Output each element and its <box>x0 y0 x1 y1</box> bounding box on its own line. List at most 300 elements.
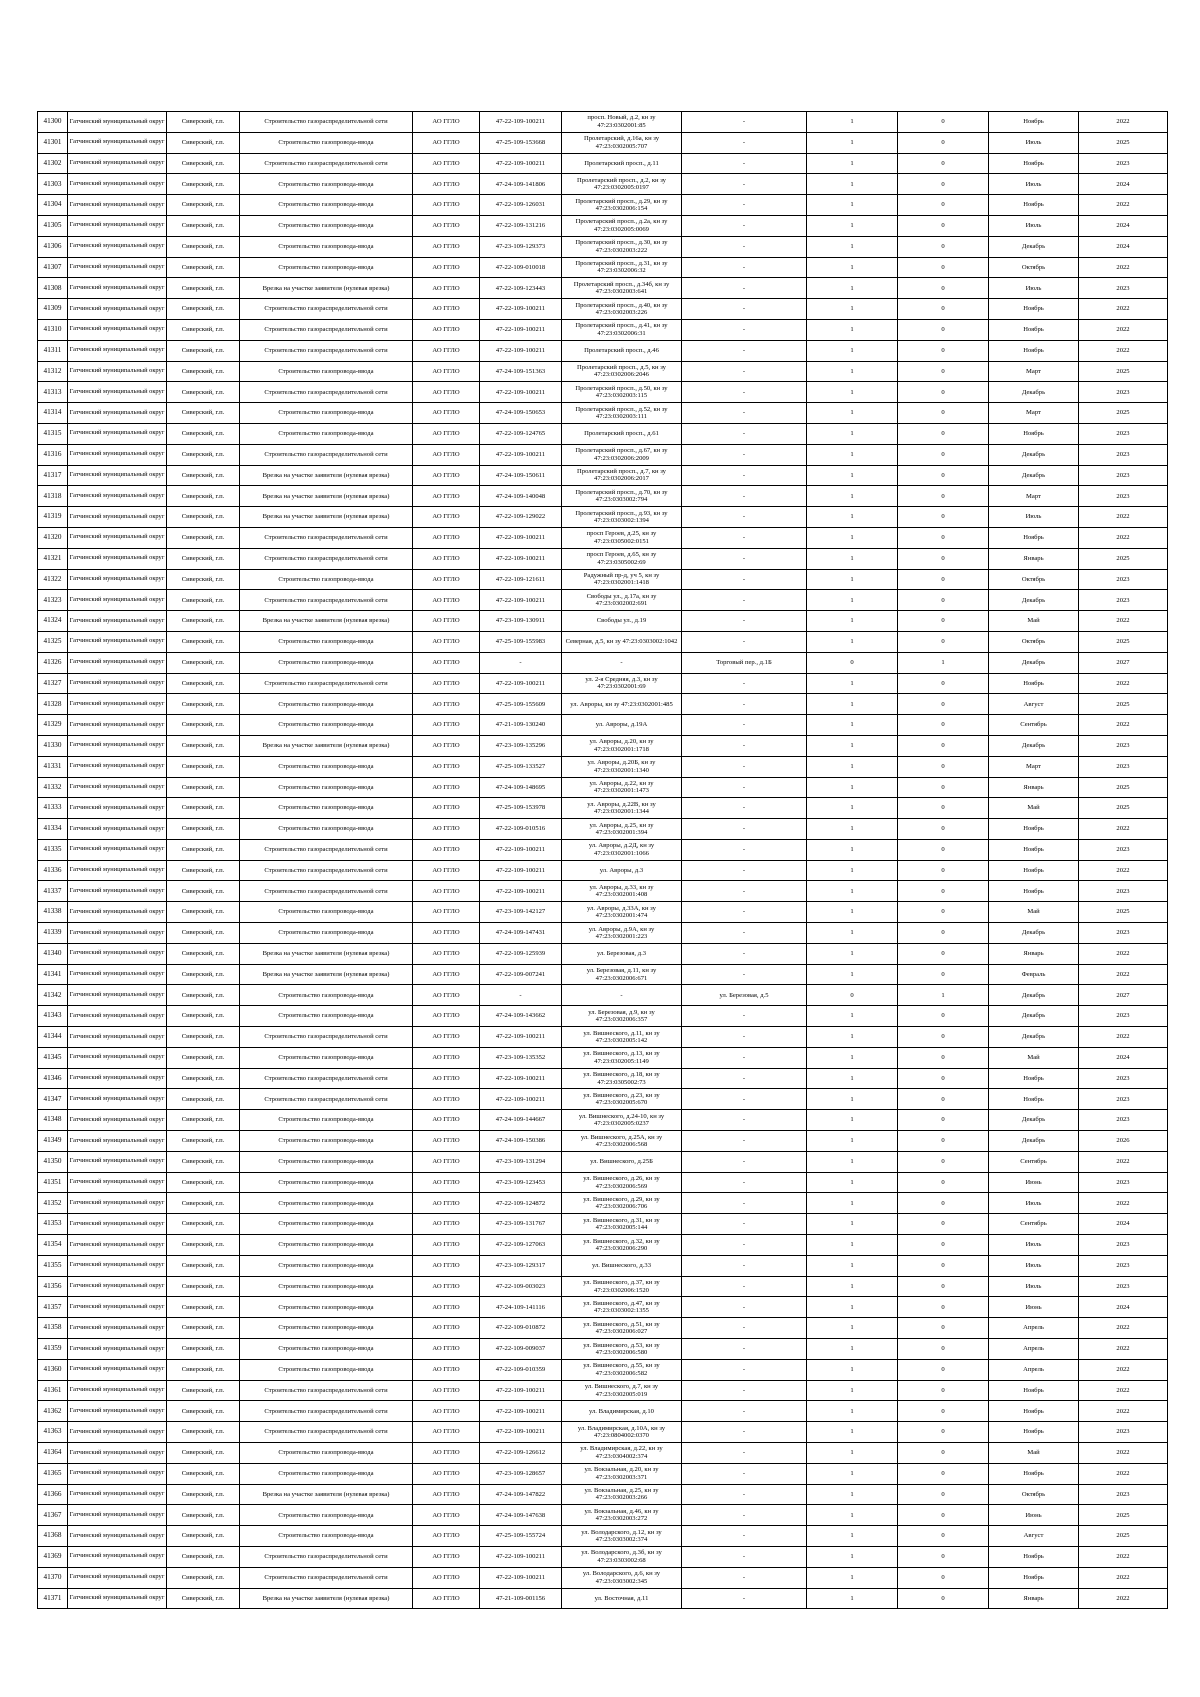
row-number: 41324 <box>38 611 68 632</box>
year-cell: 2022 <box>1079 819 1168 840</box>
year-cell: 2023 <box>1079 569 1168 590</box>
count-cell-a: 1 <box>807 819 898 840</box>
month-cell: Ноябрь <box>989 1422 1079 1443</box>
month-cell: Декабрь <box>989 1027 1079 1048</box>
work-type-cell: Строительство газораспределительной сети <box>240 527 413 548</box>
count-cell-a: 1 <box>807 1380 898 1401</box>
address-cell: Свободы ул., д.19 <box>562 611 682 632</box>
application-number-cell: 47-23-109-135296 <box>480 735 562 756</box>
month-cell: Ноябрь <box>989 1089 1079 1110</box>
row-number: 41333 <box>38 798 68 819</box>
count-cell-a: 1 <box>807 964 898 985</box>
address-cell: ул. Владимирская, д.10А, кн зу 47:23:0804002:0370 <box>562 1422 682 1443</box>
organization-cell: АО ГГЛО <box>413 278 480 299</box>
work-type-cell: Строительство газопровода-ввода <box>240 1214 413 1235</box>
work-type-cell: Строительство газораспределительной сети <box>240 1422 413 1443</box>
month-cell: Декабрь <box>989 1110 1079 1131</box>
table-row <box>38 1401 1168 1422</box>
address-cell: ул. Авроры, д.20Б, кн зу 47:23:0302001:1340 <box>562 756 682 777</box>
table-row <box>38 923 1168 944</box>
settlement-cell: Сиверский, г.п. <box>167 486 240 507</box>
month-cell: Июль <box>989 215 1079 236</box>
year-cell: 2023 <box>1079 382 1168 403</box>
count-cell-b: 0 <box>898 1297 989 1318</box>
row-number: 41313 <box>38 382 68 403</box>
district-cell: Гатчинский муниципальный округ <box>68 340 167 361</box>
month-cell: Декабрь <box>989 465 1079 486</box>
application-number-cell: 47-24-109-144667 <box>480 1110 562 1131</box>
settlement-cell: Сиверский, г.п. <box>167 153 240 174</box>
count-cell-b: 0 <box>898 548 989 569</box>
application-number-cell: 47-22-109-100211 <box>480 1380 562 1401</box>
additional-address-cell: - <box>682 174 807 195</box>
application-number-cell: 47-22-109-100211 <box>480 527 562 548</box>
organization-cell: АО ГГЛО <box>413 1588 480 1609</box>
additional-address-cell: - <box>682 1588 807 1609</box>
count-cell-b: 0 <box>898 382 989 403</box>
district-cell: Гатчинский муниципальный округ <box>68 548 167 569</box>
organization-cell: АО ГГЛО <box>413 1526 480 1547</box>
district-cell: Гатчинский муниципальный округ <box>68 735 167 756</box>
organization-cell: АО ГГЛО <box>413 548 480 569</box>
table-row <box>38 278 1168 299</box>
district-cell: Гатчинский муниципальный округ <box>68 1588 167 1609</box>
row-number: 41331 <box>38 756 68 777</box>
count-cell-a: 1 <box>807 694 898 715</box>
count-cell-b: 0 <box>898 923 989 944</box>
table-row <box>38 1172 1168 1193</box>
settlement-cell: Сиверский, г.п. <box>167 652 240 673</box>
count-cell-b: 0 <box>898 1214 989 1235</box>
district-cell: Гатчинский муниципальный округ <box>68 964 167 985</box>
address-cell: - <box>562 985 682 1006</box>
organization-cell: АО ГГЛО <box>413 132 480 153</box>
count-cell-b: 0 <box>898 777 989 798</box>
settlement-cell: Сиверский, г.п. <box>167 1276 240 1297</box>
application-number-cell: 47-22-109-100211 <box>480 860 562 881</box>
application-number-cell: - <box>480 652 562 673</box>
district-cell: Гатчинский муниципальный округ <box>68 923 167 944</box>
table-row <box>38 902 1168 923</box>
address-cell: Северная, д.5, кн зу 47:23:0303002:1042 <box>562 631 682 652</box>
table-row <box>38 631 1168 652</box>
table-row <box>38 735 1168 756</box>
address-cell: ул. Вишнеского, д.29, кн зу 47:23:0302006:706 <box>562 1193 682 1214</box>
address-cell: ул. Вишнеского, д.51, кн зу 47:23:0302006:027 <box>562 1318 682 1339</box>
month-cell: Июнь <box>989 1172 1079 1193</box>
district-cell: Гатчинский муниципальный округ <box>68 1214 167 1235</box>
organization-cell: АО ГГЛО <box>413 756 480 777</box>
district-cell: Гатчинский муниципальный округ <box>68 382 167 403</box>
year-cell: 2022 <box>1079 507 1168 528</box>
district-cell: Гатчинский муниципальный округ <box>68 1172 167 1193</box>
additional-address-cell: - <box>682 715 807 736</box>
table-row <box>38 943 1168 964</box>
year-cell: 2022 <box>1079 319 1168 340</box>
application-number-cell: 47-25-109-153668 <box>480 132 562 153</box>
count-cell-a: 1 <box>807 319 898 340</box>
count-cell-a: 1 <box>807 943 898 964</box>
year-cell: 2023 <box>1079 1110 1168 1131</box>
count-cell-b: 0 <box>898 1380 989 1401</box>
count-cell-a: 1 <box>807 611 898 632</box>
year-cell: 2025 <box>1079 1526 1168 1547</box>
organization-cell: АО ГГЛО <box>413 1172 480 1193</box>
count-cell-b: 0 <box>898 1172 989 1193</box>
year-cell: 2025 <box>1079 548 1168 569</box>
table-row <box>38 319 1168 340</box>
count-cell-a: 1 <box>807 257 898 278</box>
year-cell: 2027 <box>1079 652 1168 673</box>
settlement-cell: Сиверский, г.п. <box>167 1131 240 1152</box>
row-number: 41348 <box>38 1110 68 1131</box>
application-number-cell: 47-22-109-100211 <box>480 673 562 694</box>
row-number: 41308 <box>38 278 68 299</box>
application-number-cell: 47-25-109-155724 <box>480 1526 562 1547</box>
month-cell: Май <box>989 1443 1079 1464</box>
month-cell: Декабрь <box>989 444 1079 465</box>
month-cell: Июль <box>989 1235 1079 1256</box>
month-cell: Март <box>989 756 1079 777</box>
settlement-cell: Сиверский, г.п. <box>167 1463 240 1484</box>
organization-cell: АО ГГЛО <box>413 673 480 694</box>
row-number: 41352 <box>38 1193 68 1214</box>
district-cell: Гатчинский муниципальный округ <box>68 777 167 798</box>
month-cell: Декабрь <box>989 923 1079 944</box>
organization-cell: АО ГГЛО <box>413 1443 480 1464</box>
table-row <box>38 527 1168 548</box>
count-cell-a: 1 <box>807 1422 898 1443</box>
work-type-cell: Строительство газопровода-ввода <box>240 1172 413 1193</box>
work-type-cell: Строительство газопровода-ввода <box>240 257 413 278</box>
table-row <box>38 423 1168 444</box>
count-cell-b: 0 <box>898 174 989 195</box>
address-cell: ул. Вишнеского, д.13, кн зу 47:23:0302005:1149 <box>562 1047 682 1068</box>
row-number: 41365 <box>38 1463 68 1484</box>
count-cell-a: 1 <box>807 777 898 798</box>
row-number: 41346 <box>38 1068 68 1089</box>
application-number-cell: 47-22-109-100211 <box>480 340 562 361</box>
row-number: 41370 <box>38 1567 68 1588</box>
month-cell: Январь <box>989 1588 1079 1609</box>
settlement-cell: Сиверский, г.п. <box>167 1359 240 1380</box>
month-cell: Декабрь <box>989 735 1079 756</box>
district-cell: Гатчинский муниципальный округ <box>68 174 167 195</box>
organization-cell: АО ГГЛО <box>413 1276 480 1297</box>
additional-address-cell: - <box>682 527 807 548</box>
count-cell-b: 0 <box>898 1526 989 1547</box>
row-number: 41360 <box>38 1359 68 1380</box>
table-row <box>38 881 1168 902</box>
application-number-cell: 47-24-109-150386 <box>480 1131 562 1152</box>
table-row <box>38 236 1168 257</box>
work-type-cell: Строительство газопровода-ввода <box>240 1235 413 1256</box>
count-cell-a: 1 <box>807 507 898 528</box>
count-cell-a: 1 <box>807 1255 898 1276</box>
district-cell: Гатчинский муниципальный округ <box>68 1505 167 1526</box>
organization-cell: АО ГГЛО <box>413 319 480 340</box>
address-cell: ул. Березовая, д.9, кн зу 47:23:0302006:357 <box>562 1006 682 1027</box>
row-number: 41347 <box>38 1089 68 1110</box>
organization-cell: АО ГГЛО <box>413 195 480 216</box>
row-number: 41329 <box>38 715 68 736</box>
work-type-cell: Строительство газопровода-ввода <box>240 798 413 819</box>
application-number-cell: 47-23-109-129317 <box>480 1255 562 1276</box>
district-cell: Гатчинский муниципальный округ <box>68 132 167 153</box>
month-cell: Ноябрь <box>989 1567 1079 1588</box>
year-cell: 2024 <box>1079 236 1168 257</box>
work-type-cell: Строительство газопровода-ввода <box>240 1443 413 1464</box>
district-cell: Гатчинский муниципальный округ <box>68 278 167 299</box>
settlement-cell: Сиверский, г.п. <box>167 1047 240 1068</box>
count-cell-a: 1 <box>807 569 898 590</box>
row-number: 41345 <box>38 1047 68 1068</box>
count-cell-a: 1 <box>807 444 898 465</box>
table-row <box>38 839 1168 860</box>
count-cell-b: 0 <box>898 1089 989 1110</box>
row-number: 41300 <box>38 112 68 133</box>
count-cell-a: 1 <box>807 215 898 236</box>
year-cell: 2022 <box>1079 1443 1168 1464</box>
address-cell: Пролетарский просп., д.50, кн зу 47:23:0302003:115 <box>562 382 682 403</box>
address-cell: ул. Авроры, д.33, кн зу 47:23:0302001:408 <box>562 881 682 902</box>
organization-cell: АО ГГЛО <box>413 860 480 881</box>
row-number: 41350 <box>38 1151 68 1172</box>
year-cell: 2022 <box>1079 257 1168 278</box>
application-number-cell: 47-25-109-153978 <box>480 798 562 819</box>
year-cell: 2022 <box>1079 1588 1168 1609</box>
year-cell: 2022 <box>1079 1359 1168 1380</box>
application-number-cell: 47-22-109-009037 <box>480 1339 562 1360</box>
count-cell-a: 1 <box>807 1172 898 1193</box>
table-row <box>38 174 1168 195</box>
table-row <box>38 1068 1168 1089</box>
month-cell: Ноябрь <box>989 1068 1079 1089</box>
application-number-cell: 47-23-109-129373 <box>480 236 562 257</box>
row-number: 41312 <box>38 361 68 382</box>
address-cell: Пролетарский просп., д.41, кн зу 47:23:0302006:31 <box>562 319 682 340</box>
address-cell: ул. Авроры, д.22, кн зу 47:23:0302001:1473 <box>562 777 682 798</box>
settlement-cell: Сиверский, г.п. <box>167 444 240 465</box>
count-cell-b: 0 <box>898 278 989 299</box>
month-cell: Май <box>989 611 1079 632</box>
work-type-cell: Строительство газопровода-ввода <box>240 985 413 1006</box>
count-cell-b: 0 <box>898 964 989 985</box>
additional-address-cell: - <box>682 1318 807 1339</box>
work-type-cell: Строительство газопровода-ввода <box>240 1151 413 1172</box>
district-cell: Гатчинский муниципальный округ <box>68 839 167 860</box>
application-number-cell: 47-24-109-143662 <box>480 1006 562 1027</box>
work-type-cell: Строительство газораспределительной сети <box>240 1068 413 1089</box>
year-cell: 2023 <box>1079 486 1168 507</box>
district-cell: Гатчинский муниципальный округ <box>68 1193 167 1214</box>
work-type-cell: Врезка на участке заявителя (нулевая врезка) <box>240 611 413 632</box>
application-number-cell: 47-22-109-100211 <box>480 1422 562 1443</box>
count-cell-a: 1 <box>807 153 898 174</box>
count-cell-a: 1 <box>807 423 898 444</box>
count-cell-b: 1 <box>898 985 989 1006</box>
work-type-cell: Строительство газопровода-ввода <box>240 569 413 590</box>
settlement-cell: Сиверский, г.п. <box>167 756 240 777</box>
district-cell: Гатчинский муниципальный округ <box>68 1110 167 1131</box>
additional-address-cell: - <box>682 1255 807 1276</box>
count-cell-a: 1 <box>807 1463 898 1484</box>
settlement-cell: Сиверский, г.п. <box>167 569 240 590</box>
table-row <box>38 1276 1168 1297</box>
count-cell-a: 1 <box>807 299 898 320</box>
address-cell: ул. Авроры, д.9А, кн зу 47:23:0302001:223 <box>562 923 682 944</box>
application-number-cell: 47-22-109-127063 <box>480 1235 562 1256</box>
additional-address-cell: - <box>682 1380 807 1401</box>
table-row <box>38 1380 1168 1401</box>
count-cell-b: 0 <box>898 1318 989 1339</box>
count-cell-b: 0 <box>898 590 989 611</box>
count-cell-b: 0 <box>898 902 989 923</box>
year-cell: 2022 <box>1079 1567 1168 1588</box>
count-cell-b: 0 <box>898 299 989 320</box>
count-cell-a: 1 <box>807 1588 898 1609</box>
year-cell: 2022 <box>1079 1151 1168 1172</box>
row-number: 41351 <box>38 1172 68 1193</box>
organization-cell: АО ГГЛО <box>413 881 480 902</box>
count-cell-a: 1 <box>807 881 898 902</box>
row-number: 41320 <box>38 527 68 548</box>
application-number-cell: 47-24-109-151363 <box>480 361 562 382</box>
year-cell: 2024 <box>1079 1214 1168 1235</box>
count-cell-b: 0 <box>898 569 989 590</box>
month-cell: Ноябрь <box>989 839 1079 860</box>
month-cell: Ноябрь <box>989 319 1079 340</box>
month-cell: Сентябрь <box>989 715 1079 736</box>
settlement-cell: Сиверский, г.п. <box>167 715 240 736</box>
settlement-cell: Сиверский, г.п. <box>167 236 240 257</box>
count-cell-b: 0 <box>898 112 989 133</box>
address-cell: Пролетарский просп., д.61 <box>562 423 682 444</box>
application-number-cell: 47-24-109-147822 <box>480 1484 562 1505</box>
count-cell-b: 0 <box>898 1047 989 1068</box>
year-cell: 2024 <box>1079 174 1168 195</box>
organization-cell: АО ГГЛО <box>413 1422 480 1443</box>
count-cell-b: 0 <box>898 943 989 964</box>
additional-address-cell: - <box>682 631 807 652</box>
additional-address-cell: - <box>682 195 807 216</box>
additional-address-cell: - <box>682 1235 807 1256</box>
address-cell: Пролетарский просп., д.2а, кн зу 47:23:0302005:0069 <box>562 215 682 236</box>
organization-cell: АО ГГЛО <box>413 1297 480 1318</box>
year-cell: 2022 <box>1079 611 1168 632</box>
district-cell: Гатчинский муниципальный округ <box>68 1359 167 1380</box>
district-cell: Гатчинский муниципальный округ <box>68 569 167 590</box>
address-cell: Свободы ул., д.17а, кн зу 47:23:0302002:691 <box>562 590 682 611</box>
settlement-cell: Сиверский, г.п. <box>167 777 240 798</box>
district-cell: Гатчинский муниципальный округ <box>68 236 167 257</box>
work-type-cell: Врезка на участке заявителя (нулевая врезка) <box>240 278 413 299</box>
district-cell: Гатчинский муниципальный округ <box>68 444 167 465</box>
settlement-cell: Сиверский, г.п. <box>167 174 240 195</box>
additional-address-cell: - <box>682 1151 807 1172</box>
additional-address-cell: - <box>682 923 807 944</box>
work-type-cell: Строительство газораспределительной сети <box>240 382 413 403</box>
application-number-cell: 47-23-109-123453 <box>480 1172 562 1193</box>
month-cell: Сентябрь <box>989 1214 1079 1235</box>
count-cell-a: 1 <box>807 1443 898 1464</box>
district-cell: Гатчинский муниципальный округ <box>68 257 167 278</box>
row-number: 41369 <box>38 1546 68 1567</box>
count-cell-b: 0 <box>898 1193 989 1214</box>
additional-address-cell: - <box>682 1027 807 1048</box>
month-cell: Декабрь <box>989 382 1079 403</box>
organization-cell: АО ГГЛО <box>413 590 480 611</box>
settlement-cell: Сиверский, г.п. <box>167 631 240 652</box>
work-type-cell: Строительство газораспределительной сети <box>240 319 413 340</box>
additional-address-cell: - <box>682 611 807 632</box>
count-cell-a: 0 <box>807 985 898 1006</box>
work-type-cell: Строительство газораспределительной сети <box>240 1380 413 1401</box>
district-cell: Гатчинский муниципальный округ <box>68 361 167 382</box>
application-number-cell: 47-21-109-130240 <box>480 715 562 736</box>
application-number-cell: 47-22-109-124872 <box>480 1193 562 1214</box>
count-cell-a: 1 <box>807 236 898 257</box>
address-cell: Пролетарский просп., д.11 <box>562 153 682 174</box>
work-type-cell: Строительство газораспределительной сети <box>240 444 413 465</box>
district-cell: Гатчинский муниципальный округ <box>68 1401 167 1422</box>
month-cell: Март <box>989 486 1079 507</box>
count-cell-a: 1 <box>807 590 898 611</box>
address-cell: ул. Вишнеского, д.47, кн зу 47:23:0303002:1355 <box>562 1297 682 1318</box>
count-cell-a: 1 <box>807 1214 898 1235</box>
table-row <box>38 1006 1168 1027</box>
month-cell: Ноябрь <box>989 1401 1079 1422</box>
additional-address-cell: - <box>682 319 807 340</box>
additional-address-cell: - <box>682 569 807 590</box>
organization-cell: АО ГГЛО <box>413 1110 480 1131</box>
year-cell: 2022 <box>1079 1546 1168 1567</box>
work-type-cell: Врезка на участке заявителя (нулевая врезка) <box>240 486 413 507</box>
count-cell-b: 0 <box>898 1027 989 1048</box>
table-row <box>38 1027 1168 1048</box>
table-row <box>38 153 1168 174</box>
work-type-cell: Врезка на участке заявителя (нулевая врезка) <box>240 507 413 528</box>
application-number-cell: 47-22-109-100211 <box>480 153 562 174</box>
application-number-cell: 47-23-109-135352 <box>480 1047 562 1068</box>
count-cell-b: 0 <box>898 839 989 860</box>
count-cell-a: 1 <box>807 1068 898 1089</box>
organization-cell: АО ГГЛО <box>413 507 480 528</box>
additional-address-cell: - <box>682 756 807 777</box>
year-cell: 2022 <box>1079 943 1168 964</box>
year-cell: 2022 <box>1079 340 1168 361</box>
work-type-cell: Строительство газопровода-ввода <box>240 195 413 216</box>
organization-cell: АО ГГЛО <box>413 465 480 486</box>
work-type-cell: Строительство газопровода-ввода <box>240 819 413 840</box>
table-row <box>38 798 1168 819</box>
additional-address-cell: - <box>682 486 807 507</box>
work-type-cell: Строительство газораспределительной сети <box>240 1567 413 1588</box>
application-number-cell: 47-22-109-129022 <box>480 507 562 528</box>
count-cell-a: 1 <box>807 340 898 361</box>
address-cell: ул. 2-я Средняя, д.3, кн зу 47:23:0302001:69 <box>562 673 682 694</box>
additional-address-cell: - <box>682 1546 807 1567</box>
year-cell: 2025 <box>1079 132 1168 153</box>
organization-cell: АО ГГЛО <box>413 1484 480 1505</box>
organization-cell: АО ГГЛО <box>413 819 480 840</box>
year-cell: 2023 <box>1079 444 1168 465</box>
work-type-cell: Строительство газораспределительной сети <box>240 153 413 174</box>
table-row <box>38 1255 1168 1276</box>
additional-address-cell: - <box>682 423 807 444</box>
additional-address-cell: - <box>682 839 807 860</box>
settlement-cell: Сиверский, г.п. <box>167 923 240 944</box>
